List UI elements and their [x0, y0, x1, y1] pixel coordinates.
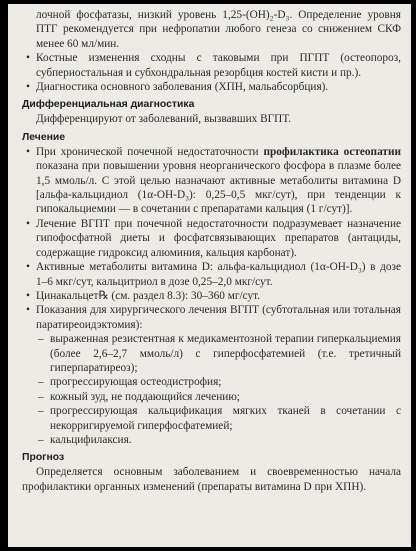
- indication-item: – кожный зуд, не поддающийся лечению;: [36, 390, 401, 404]
- indication-item: – прогрессирующая остеодистрофия;: [36, 375, 401, 389]
- bullet-diet-therapy: • Лечение ВГПТ при почечной недостаточности подразумевает назначение гипофосфатной диеты и фосфатсвязывающих препаратов (антациды, содержащие гидроксид алюминия, кальция карбонат).: [22, 217, 401, 260]
- surgery-indications-list: [22, 332, 401, 447]
- diagnostics-bullet-list: [22, 51, 401, 94]
- surgery-indications-text: Показания для хирургического лечения ВГПТ (субтотальная или тотальная паратиреоидэктомия):: [36, 304, 401, 331]
- document-page: [8, 4, 411, 547]
- osteopathy-text-after: показана при повышении уровня неорганического фосфора в плазме более 1,5 ммоль/л. С этой целью назначают активные метаболиты витамина D [альфа-кальцидиол (1α-OH-D₃): 0,25–0,5 мкг/сут), при тенденции к гипокальциемии — в сочетании с препаратами кальция (1 г/сут)].: [36, 160, 401, 216]
- bullet-osteopathy-prophylaxis: [22, 145, 401, 217]
- osteopathy-text-before: При хронической почечной недостаточности: [36, 145, 264, 158]
- osteopathy-bold-term: профилактика остеопатии: [263, 145, 401, 158]
- indication-item: – кальцифилаксия.: [36, 433, 401, 447]
- heading-differential-diagnosis: Дифференциальная диагностика: [22, 99, 195, 111]
- continued-paragraph: лочной фосфатазы, низкий уровень 1,25-(OH)₂-D₃. Определение уровня ПТГ рекомендуется при нефропатии любого генеза со снижением СКФ менее 60 мл/мин.: [36, 9, 401, 50]
- indication-item: – прогрессирующая кальцификация мягких тканей в сочетании с некорригируемой гиперфосфатемией;: [36, 404, 401, 433]
- bullet-bone-changes: • Костные изменения сходны с таковыми при ПГПТ (остеопороз, субпериостальная и субхондральная резорбция костей кисти и пр.).: [22, 51, 401, 80]
- heading-treatment: Лечение: [22, 131, 66, 143]
- differential-text: Дифференцируют от заболеваний, вызвавших ВГПТ.: [36, 113, 291, 126]
- bullet-cinacalcet: • Цинакальцет℞ (см. раздел 8.3): 30–360 мг/сут.: [22, 289, 401, 303]
- heading-prognosis: Прогноз: [22, 452, 65, 464]
- indication-item: – выраженная резистентная к медикаментозной терапии гиперкальциемия (более 2,6–2,7 ммоль/л) с гиперфосфатемией (т.е. третичный гиперпаратиреоз);: [36, 332, 401, 375]
- prognosis-text: Определяется основным заболеванием и своевременностью начала профилактики органных изменений (препараты витамина D при ХПН).: [22, 466, 401, 493]
- bullet-vitamin-d-metabolites: • Активные метаболиты витамина D: альфа-кальцидиол (1α-OH-D₃) в дозе 1–6 мкг/сут, кальцитриол в дозе 0,25–2,0 мкг/сут.: [22, 260, 401, 289]
- bullet-main-disease-diagnostics: • Диагностика основного заболевания (ХПН, мальабсорбция).: [22, 80, 401, 94]
- bullet-surgery-indications: [22, 303, 401, 332]
- treatment-bullet-list: [22, 145, 401, 332]
